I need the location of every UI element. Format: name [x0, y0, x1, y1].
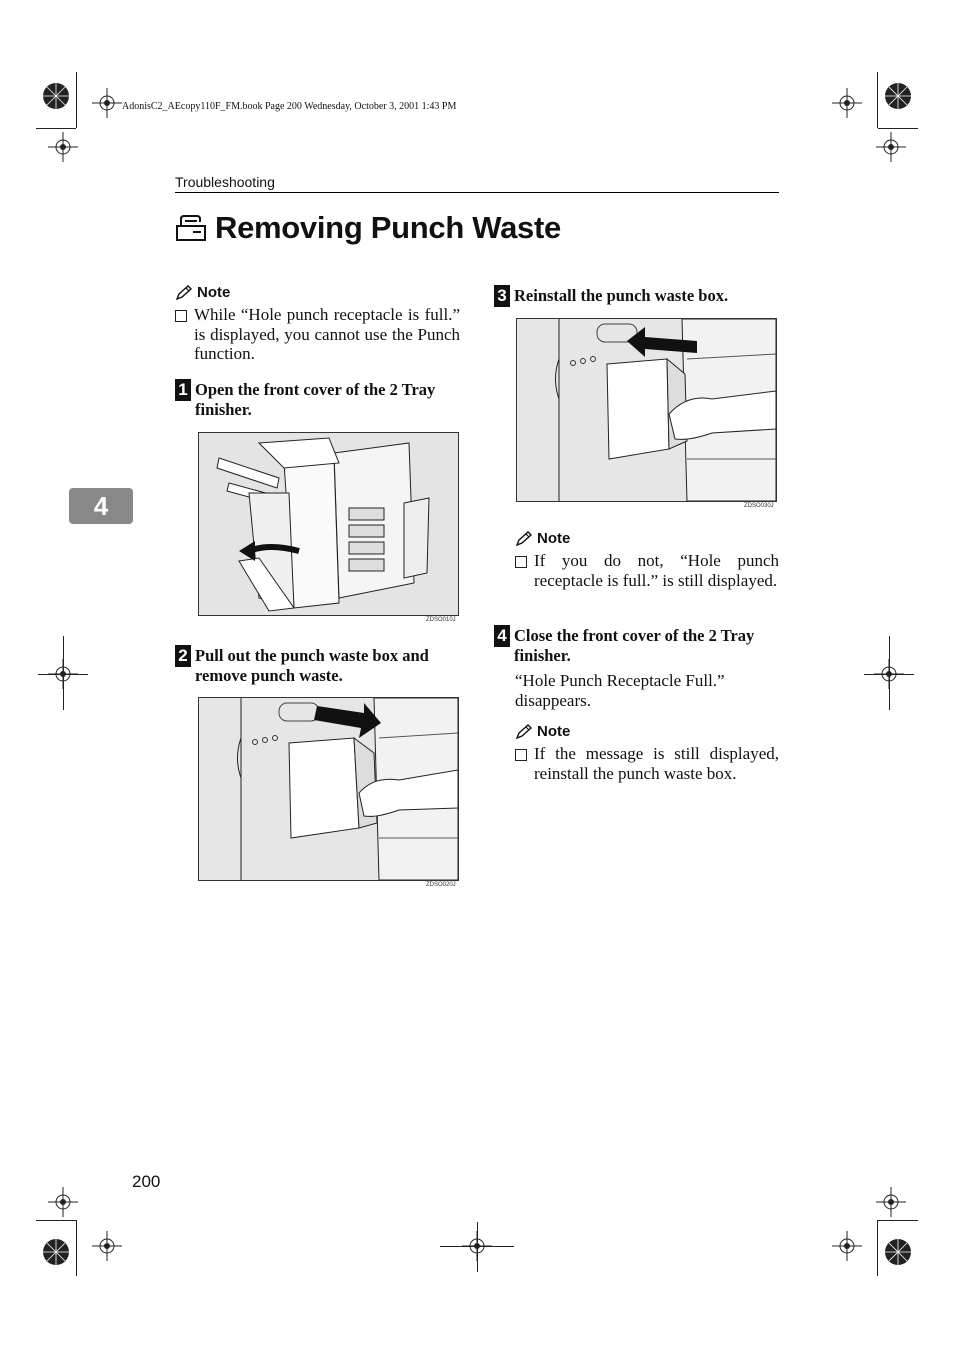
figure-code: ZDSO010J [426, 617, 456, 623]
step-2 [175, 646, 460, 685]
checkbox-bullet-icon [515, 556, 527, 568]
step-text: Open the front cover of the 2 Tray finisher. [195, 380, 436, 419]
note-item: If the message is still displayed, reinstall the punch waste box. [515, 744, 779, 783]
crop-target-icon [878, 1232, 918, 1272]
right-note-1 [515, 530, 779, 590]
step-4 [494, 626, 779, 665]
step-4-body: “Hole Punch Receptacle Full.” disappears. [515, 671, 725, 710]
figure-open-front-cover [198, 432, 459, 616]
running-head: Troubleshooting [175, 174, 275, 190]
step-text: Reinstall the punch waste box. [514, 286, 729, 305]
right-note-2 [515, 723, 779, 783]
figure-code: ZDSO020J [426, 882, 456, 888]
crosshair-icon [92, 88, 122, 118]
step-3 [494, 286, 779, 307]
finisher-illustration [199, 433, 458, 615]
pencil-icon [515, 531, 533, 547]
figure-code: ZDSO030J [744, 503, 774, 509]
crosshair-icon [832, 88, 862, 118]
checkbox-bullet-icon [175, 310, 187, 322]
crosshair-icon [92, 1231, 122, 1261]
crosshair-icon [876, 132, 906, 162]
crop-target-icon [878, 76, 918, 116]
pencil-icon [515, 724, 533, 740]
book-info: AdonisC2_AEcopy110F_FM.book Page 200 Wednesday, October 3, 2001 1:43 PM [122, 101, 457, 112]
reinstall-box-illustration [517, 319, 776, 501]
crosshair-icon [876, 1187, 906, 1217]
note-heading: Note [515, 723, 779, 740]
note-heading: Note [515, 530, 779, 547]
punch-box-illustration [199, 698, 458, 880]
step-number: 3 [494, 285, 510, 307]
crop-target-icon [36, 1232, 76, 1272]
crop-target-icon [36, 76, 76, 116]
note-item: If you do not, “Hole punch receptacle is full.” is still displayed. [515, 551, 779, 590]
step-1 [175, 380, 460, 419]
title-text: Removing Punch Waste [215, 210, 561, 245]
step-number: 2 [175, 645, 191, 667]
crosshair-icon [48, 132, 78, 162]
figure-pull-out-waste-box [198, 697, 459, 881]
page-number: 200 [132, 1172, 161, 1191]
figure-reinstall-waste-box [516, 318, 777, 502]
pencil-icon [175, 285, 193, 301]
step-text: Pull out the punch waste box and remove punch waste. [195, 646, 429, 685]
step-text: Close the front cover of the 2 Tray finisher. [514, 626, 755, 665]
page-title [175, 210, 561, 246]
checkbox-bullet-icon [515, 749, 527, 761]
header-rule [175, 192, 779, 193]
left-note [175, 284, 460, 364]
note-item: While “Hole punch receptacle is full.” is displayed, you cannot use the Punch function. [175, 305, 460, 364]
hand-pointing-icon [175, 214, 207, 242]
chapter-tab: 4 [69, 488, 133, 524]
crosshair-icon [48, 1187, 78, 1217]
step-number: 1 [175, 379, 191, 401]
crosshair-icon [832, 1231, 862, 1261]
step-number: 4 [494, 625, 510, 647]
note-heading: Note [175, 284, 460, 301]
